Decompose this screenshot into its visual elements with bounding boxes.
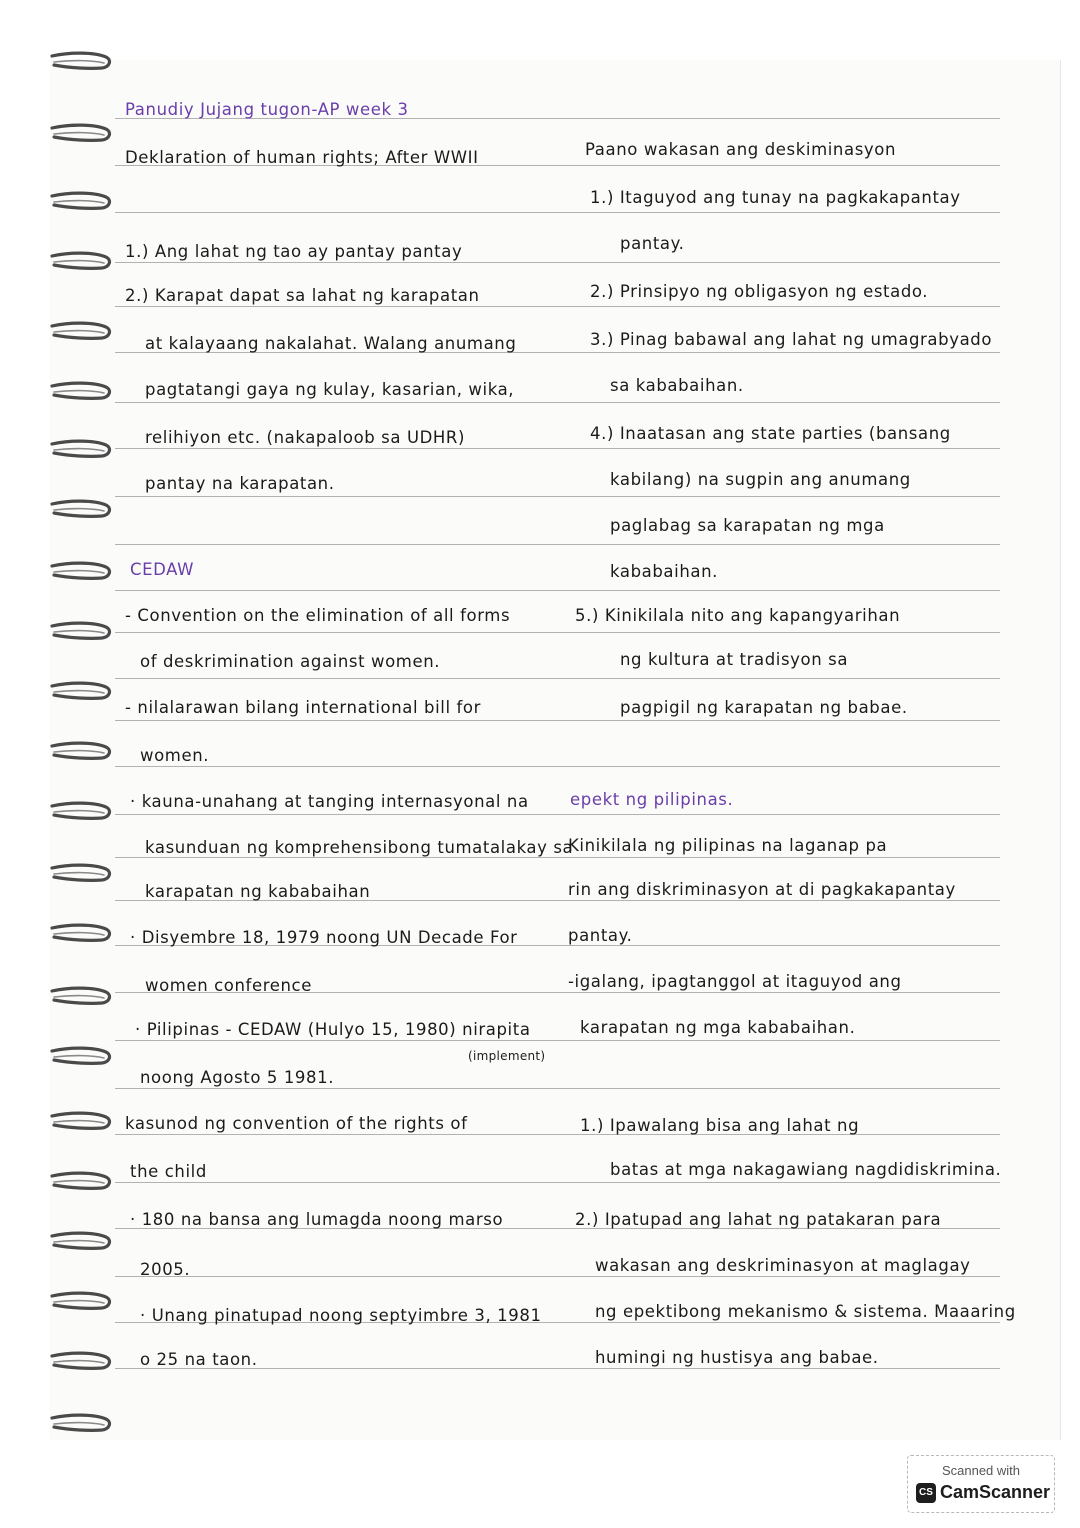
ruled-line	[115, 1182, 1000, 1183]
spiral-ring-icon	[50, 380, 112, 406]
right-note-line: batas at mga nakagawiang nagdidiskrimina.	[610, 1160, 1002, 1179]
right-note-line: Paano wakasan ang deskiminasyon	[585, 140, 897, 159]
left-note-line: (implement)	[468, 1049, 546, 1063]
left-note-line: CEDAW	[130, 560, 195, 579]
ruled-line	[115, 590, 1000, 591]
spiral-ring-icon	[50, 1045, 112, 1071]
left-note-line: pantay na karapatan.	[145, 474, 335, 493]
spiral-ring-icon	[50, 1170, 112, 1196]
right-note-line: 2.) Prinsipyo ng obligasyon ng estado.	[590, 282, 929, 301]
left-note-line: 1.) Ang lahat ng tao ay pantay pantay	[125, 242, 463, 261]
right-note-line: epekt ng pilipinas.	[570, 790, 734, 809]
spiral-ring-icon	[50, 320, 112, 346]
spiral-ring-icon	[50, 862, 112, 888]
camscanner-watermark	[907, 1455, 1055, 1513]
right-note-line: karapatan ng mga kababaihan.	[580, 1018, 856, 1037]
right-note-line: ng kultura at tradisyon sa	[620, 650, 849, 669]
spiral-ring-icon	[50, 498, 112, 524]
ruled-line	[115, 1088, 1000, 1089]
right-note-line: 2.) Ipatupad ang lahat ng patakaran para	[575, 1210, 942, 1229]
spiral-ring-icon	[50, 50, 112, 76]
spiral-ring-icon	[50, 800, 112, 826]
right-note-line: ng epektibong mekanismo & sistema. Maaaring	[595, 1302, 1016, 1321]
left-note-line: relihiyon etc. (nakapaloob sa UDHR)	[145, 428, 466, 447]
watermark-brand: CamScanner	[940, 1482, 1051, 1502]
left-note-line: women.	[140, 746, 210, 765]
left-note-line: Panudiy Jujang tugon-AP week 3	[125, 100, 409, 119]
right-note-line: pagpigil ng karapatan ng babae.	[620, 698, 908, 717]
ruled-line	[115, 720, 1000, 721]
right-note-line: paglabag sa karapatan ng mga	[610, 516, 885, 535]
left-note-line: the child	[130, 1162, 207, 1181]
ruled-line	[115, 496, 1000, 497]
left-note-line: pagtatangi gaya ng kulay, kasarian, wika,	[145, 380, 515, 399]
spiral-ring-icon	[50, 438, 112, 464]
ruled-line	[115, 448, 1000, 449]
ruled-line	[115, 262, 1000, 263]
spiral-ring-icon	[50, 1350, 112, 1376]
right-note-line: wakasan ang deskriminasyon at maglagay	[595, 1256, 971, 1275]
right-note-line: 1.) Ipawalang bisa ang lahat ng	[580, 1116, 860, 1135]
watermark-caption: Scanned with	[941, 1463, 1021, 1478]
spiral-ring-icon	[50, 250, 112, 276]
spiral-binding	[50, 40, 120, 1440]
spiral-ring-icon	[50, 1412, 112, 1438]
ruled-line	[115, 678, 1000, 679]
left-note-line: 2.) Karapat dapat sa lahat ng karapatan	[125, 286, 480, 305]
left-note-line: Deklaration of human rights; After WWII	[125, 148, 479, 167]
ruled-line	[115, 306, 1000, 307]
left-note-line: noong Agosto 5 1981.	[140, 1068, 335, 1087]
spiral-ring-icon	[50, 1230, 112, 1256]
right-note-line: 4.) Inaatasan ang state parties (bansang	[590, 424, 951, 443]
right-note-line: rin ang diskriminasyon at di pagkakapantay	[568, 880, 956, 899]
ruled-line	[115, 1276, 1000, 1277]
ruled-line	[115, 814, 1000, 815]
ruled-line	[115, 1040, 1000, 1041]
ruled-line	[115, 766, 1000, 767]
right-note-line: pantay.	[620, 234, 685, 253]
right-note-line: humingi ng hustisya ang babae.	[595, 1348, 879, 1367]
spiral-ring-icon	[50, 122, 112, 148]
left-note-line: women conference	[145, 976, 312, 995]
right-note-line: sa kababaihan.	[610, 376, 744, 395]
spiral-ring-icon	[50, 922, 112, 948]
ruled-line	[115, 402, 1000, 403]
spiral-ring-icon	[50, 680, 112, 706]
right-note-line: 1.) Itaguyod ang tunay na pagkakapantay	[590, 188, 961, 207]
right-note-line: 3.) Pinag babawal ang lahat ng umagrabyado	[590, 330, 993, 349]
ruled-line	[115, 212, 1000, 213]
left-note-line: - nilalarawan bilang international bill for	[125, 698, 481, 717]
left-note-line: kasunod ng convention of the rights of	[125, 1114, 468, 1133]
left-note-line: · Unang pinatupad noong septyimbre 3, 1981	[140, 1306, 542, 1325]
left-note-line: · Disyembre 18, 1979 noong UN Decade For	[130, 928, 518, 947]
right-note-line: -igalang, ipagtanggol at itaguyod ang	[568, 972, 902, 991]
left-note-line: o 25 na taon.	[140, 1350, 258, 1369]
left-note-line: · kauna-unahang at tanging internasyonal na	[130, 792, 529, 811]
spiral-ring-icon	[50, 560, 112, 586]
left-note-line: · 180 na bansa ang lumagda noong marso	[130, 1210, 504, 1229]
left-note-line: 2005.	[140, 1260, 191, 1279]
spiral-ring-icon	[50, 190, 112, 216]
spiral-ring-icon	[50, 620, 112, 646]
left-note-line: · Pilipinas - CEDAW (Hulyo 15, 1980) nirapita	[135, 1020, 531, 1039]
left-note-line: at kalayaang nakalahat. Walang anumang	[145, 334, 517, 353]
left-note-line: - Convention on the elimination of all forms	[125, 606, 511, 625]
left-note-line: karapatan ng kababaihan	[145, 882, 371, 901]
right-note-line: 5.) Kinikilala nito ang kapangyarihan	[575, 606, 901, 625]
left-note-line: kasunduan ng komprehensibong tumatalakay sa	[145, 838, 574, 857]
right-note-line: kabilang) na sugpin ang anumang	[610, 470, 911, 489]
camscanner-logo-icon: CS	[916, 1483, 936, 1503]
right-note-line: Kinikilala ng pilipinas na laganap pa	[568, 836, 888, 855]
ruled-line	[115, 544, 1000, 545]
left-note-line: of deskrimination against women.	[140, 652, 441, 671]
right-note-line: pantay.	[568, 926, 633, 945]
right-note-line: kababaihan.	[610, 562, 719, 581]
spiral-ring-icon	[50, 1290, 112, 1316]
ruled-line	[115, 632, 1000, 633]
ruled-line	[115, 1134, 1000, 1135]
spiral-ring-icon	[50, 740, 112, 766]
spiral-ring-icon	[50, 985, 112, 1011]
spiral-ring-icon	[50, 1110, 112, 1136]
